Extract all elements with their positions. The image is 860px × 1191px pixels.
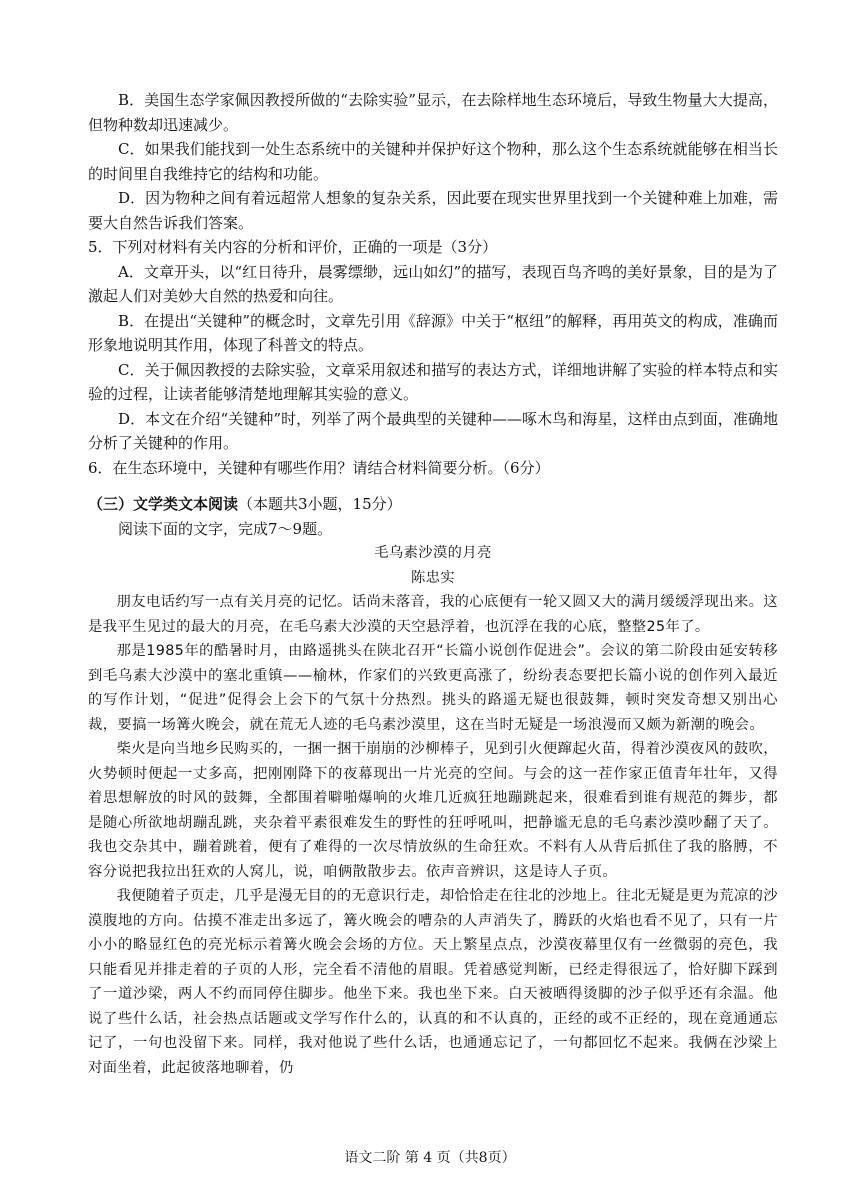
q5-option-d: D．本文在介绍“关键种”时，列举了两个最典型的关键种——啄木鸟和海星，这样由点到面，准确地分析了关键种的作用。: [88, 409, 778, 452]
section3-title: （三）文学类文本阅读: [88, 495, 239, 513]
page-footer: 语文二阶 第 4 页（共8页）: [344, 1150, 516, 1166]
q5-stem: 5．下列对材料有关内容的分析和评价，正确的一项是（3分）: [88, 238, 498, 256]
section3-instruction: 阅读下面的文字，完成7～9题。: [118, 519, 333, 538]
article-paragraph: 那是1985年的酷暑时月，由路遥挑头在陕北召开“长篇小说创作促进会”。会议的第二阶段由延安转移到毛乌素大沙漠中的塞北重镇——榆林，作家们的兴致更高涨了，纷纷表态要把长篇小说的创作列入最近的写作计划，“促进”促得会上会下的气氛十分热烈。挑头的路遥无疑也很鼓舞，顿时突发奇想又别出心裁，要搞一场篝火晚会，就在荒无人迹的毛乌素沙漠里，这在当时无疑是一场浪漫而又颇为新潮的晚会。: [88, 643, 778, 733]
q4-option-c: C．如果我们能找到一处生态系统中的关键种并保护好这个物种，那么这个生态系统就能够在相当长的时间里自我维持它的结构和功能。: [88, 140, 778, 183]
article-paragraph: 我便随着子页走，几乎是漫无目的的无意识行走，却恰恰走在往北的沙地上。往北无疑是更为荒凉的沙漠腹地的方向。估摸不准走出多远了，篝火晚会的嘈杂的人声消失了，腾跃的火焰也看不见了，只有一片小小的略显红色的亮光标示着篝火晚会会场的方位。天上繁星点点，沙漠夜幕里仅有一丝微弱的亮色，我只能看见并排走着的子页的人形，完全看不清他的眉眼。凭着感觉判断，已经走得很远了，恰好脚下踩到了一道沙梁，两人不约而同停住脚步。他坐下来。我也坐下来。白天被晒得烫脚的沙子似乎还有余温。他说了些什么话，社会热点话题或文学写作什么的，认真的和不认真的，正经的或不正经的，现在竟通通忘记了，一句也没留下来。同样，我对他说了些什么话，也通通忘记了，一句都回忆不起来。我俩在沙梁上对面坐着，此起彼落地聊着，仍: [88, 888, 778, 1076]
article-paragraph: 柴火是向当地乡民购买的，一捆一捆干崩崩的沙柳棒子，见到引火便蹿起火苗，得着沙漠夜风的鼓吹，火势顿时便起一丈多高，把刚刚降下的夜幕现出一片光亮的空间。与会的这一茬作家正值青年壮年，又得着思想解放的时风的鼓舞，全都围着噼啪爆响的火堆几近疯狂地蹦跳起来，很难看到谁有规范的舞步，都是随心所欲地胡蹦乱跳，夹杂着平素很难发生的野性的狂呼吼叫，把静谧无息的毛乌素沙漠吵翻了天了。我也交杂其中，蹦着跳着，便有了难得的一次尽情放纵的生命狂欢。不料有人从背后抓住了我的胳膊，不容分说把我拉出狂欢的人窝儿，说，咱俩散散步去。依声音辨识，这是诗人子页。: [88, 741, 778, 880]
q6-stem: 6．在生态环境中，关键种有哪些作用？请结合材料简要分析。（6分）: [88, 458, 550, 477]
q5-option-a: A．文章开头，以“红日待升，晨雾缥缈，远山如幻”的描写，表现百鸟齐鸣的美好景象，目的是为了激起人们对美妙大自然的热爱和向往。: [88, 262, 778, 305]
section3-title-note: （本题共3小题，15分）: [238, 495, 402, 513]
section3-heading: [88, 492, 778, 517]
section-gap: [88, 480, 778, 492]
article-title: 毛乌素沙漠的月亮: [374, 545, 492, 561]
q4-option-d: D．因为物种之间有着远超常人想象的复杂关系，因此要在现实世界里找到一个关键种难上加难，需要大自然告诉我们答案。: [88, 189, 778, 232]
page-content: [88, 88, 778, 1080]
q5-option-b: B．在提出“关键种”的概念时，文章先引用《辞源》中关于“枢纽”的解释，再用英文的构成，准确而形象地说明其作用，体现了科普文的特点。: [88, 311, 778, 354]
q4-option-b: B．美国生态学家佩因教授所做的“去除实验”显示，在去除样地生态环境后，导致生物量大大提高，但物种数却迅速减少。: [88, 91, 778, 134]
q5-option-c: C．关于佩因教授的去除实验，文章采用叙述和描写的表达方式，详细地讲解了实验的样本特点和实验的过程，让读者能够清楚地理解其实验的意义。: [88, 360, 778, 403]
article-author: 陈忠实: [410, 569, 456, 586]
article-paragraph: 朋友电话约写一点有关月亮的记忆。话尚未落音，我的心底便有一轮又圆又大的满月缓缓浮现出来。这是我平生见过的最大的月亮，在毛乌素大沙漠的天空悬浮着，也沉浮在我的心底，整整25年了。: [88, 594, 778, 635]
